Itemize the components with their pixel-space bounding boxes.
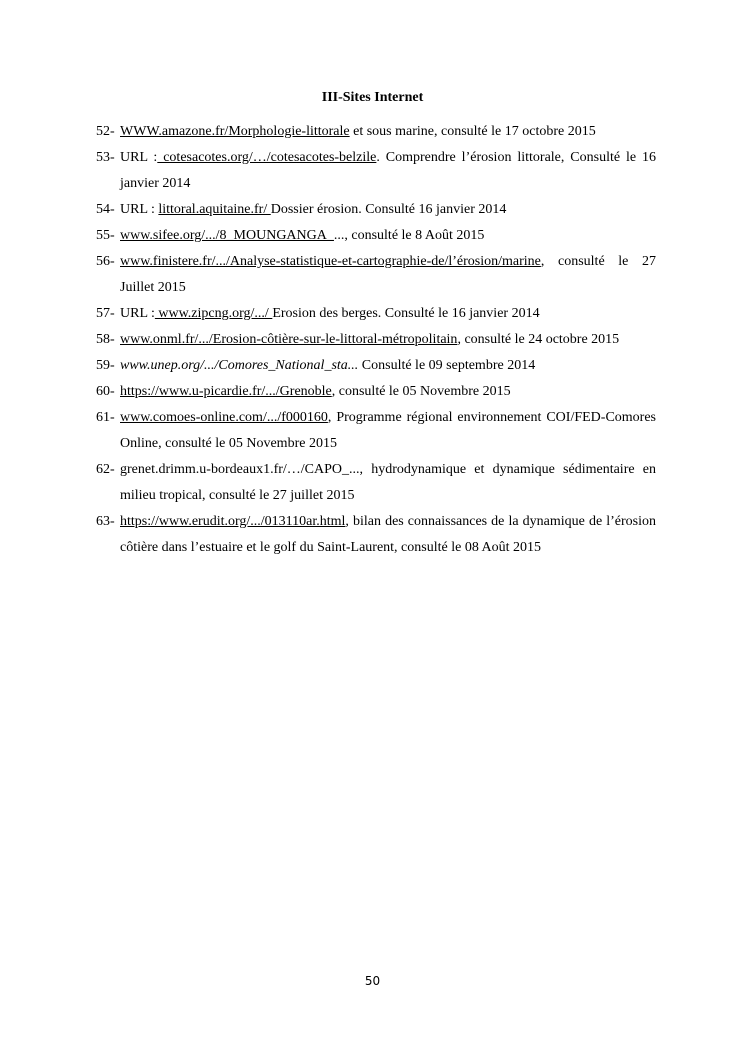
reference-text: Dossier érosion. Consulté 16 janvier 2014 <box>270 202 507 217</box>
reference-text: Erosion des berges. Consulté le 16 janvier 2014 <box>272 306 540 321</box>
reference-text: . Comprendre l’érosion littorale, Consulté le 16 janvier 2014 <box>120 150 657 191</box>
reference-number: 61- <box>96 410 115 425</box>
section-heading: III-Sites Internet <box>321 90 424 105</box>
reference-link[interactable]: www.zipcng.org/.../ <box>154 306 273 321</box>
reference-item <box>96 145 656 197</box>
reference-item <box>96 353 656 379</box>
reference-list <box>96 119 656 561</box>
reference-item <box>96 457 656 509</box>
reference-text: et sous marine, consulté le 17 octobre 2015 <box>349 124 596 139</box>
reference-number: 58- <box>96 332 115 347</box>
reference-link[interactable]: www.comoes-online.com/.../f000160 <box>120 410 328 425</box>
reference-link[interactable]: WWW.amazone.fr/Morphologie-littorale <box>120 124 350 139</box>
reference-link[interactable]: https://www.erudit.org/.../013110ar.html <box>120 514 346 529</box>
reference-number: 62- <box>96 462 115 477</box>
reference-text: , Programme régional environnement COI/FED-Comores Online, consulté le 05 Novembre 2015 <box>120 410 656 451</box>
reference-item <box>96 119 656 145</box>
reference-number: 55- <box>96 228 115 243</box>
reference-link[interactable]: littoral.aquitaine.fr/ <box>158 202 271 217</box>
reference-link[interactable]: www.sifee.org/.../8_MOUNGANGA_ <box>120 228 334 243</box>
reference-number: 59- <box>96 358 115 373</box>
page-number: 50 <box>364 974 381 988</box>
reference-text: grenet.drimm.u-bordeaux1.fr/…/CAPO_..., hydrodynamique et dynamique sédimentaire en milieu tropical, consulté le 27 juillet 2015 <box>120 462 656 503</box>
reference-number: 60- <box>96 384 115 399</box>
reference-item <box>96 327 656 353</box>
reference-item <box>96 197 656 223</box>
reference-text: URL : <box>120 306 155 321</box>
reference-text: , bilan des connaissances de la dynamique de l’érosion côtière dans l’estuaire et le golf du Saint-Laurent, consulté le 08 Août 2015 <box>120 514 656 555</box>
reference-text: Consulté le 09 septembre 2014 <box>358 358 536 373</box>
reference-item <box>96 301 656 327</box>
reference-text: , consulté le 27 Juillet 2015 <box>120 254 656 295</box>
reference-link[interactable]: www.onml.fr/.../Erosion-côtière-sur-le-littoral-métropolitain <box>120 332 458 347</box>
reference-item <box>96 509 656 561</box>
reference-item <box>96 249 656 301</box>
reference-link[interactable]: https://www.u-picardie.fr/.../Grenoble <box>120 384 332 399</box>
reference-number: 53- <box>96 150 115 165</box>
reference-text: , consulté le 05 Novembre 2015 <box>331 384 511 399</box>
reference-number: 52- <box>96 124 115 139</box>
reference-number: 54- <box>96 202 115 217</box>
reference-number: 56- <box>96 254 115 269</box>
reference-text: URL : <box>120 202 159 217</box>
reference-text: URL : <box>120 150 158 165</box>
reference-link[interactable]: cotesacotes.org/…/cotesacotes-belzile <box>157 150 377 165</box>
reference-url: www.unep.org/.../Comores_National_sta... <box>120 358 359 373</box>
reference-link[interactable]: www.finistere.fr/.../Analyse-statistique-et-cartographie-de/l’érosion/marine <box>120 254 541 269</box>
reference-number: 57- <box>96 306 115 321</box>
reference-item <box>96 405 656 457</box>
reference-text: ..., consulté le 8 Août 2015 <box>333 228 485 243</box>
reference-item <box>96 379 656 405</box>
reference-item <box>96 223 656 249</box>
reference-text: , consulté le 24 octobre 2015 <box>457 332 620 347</box>
reference-number: 63- <box>96 514 115 529</box>
